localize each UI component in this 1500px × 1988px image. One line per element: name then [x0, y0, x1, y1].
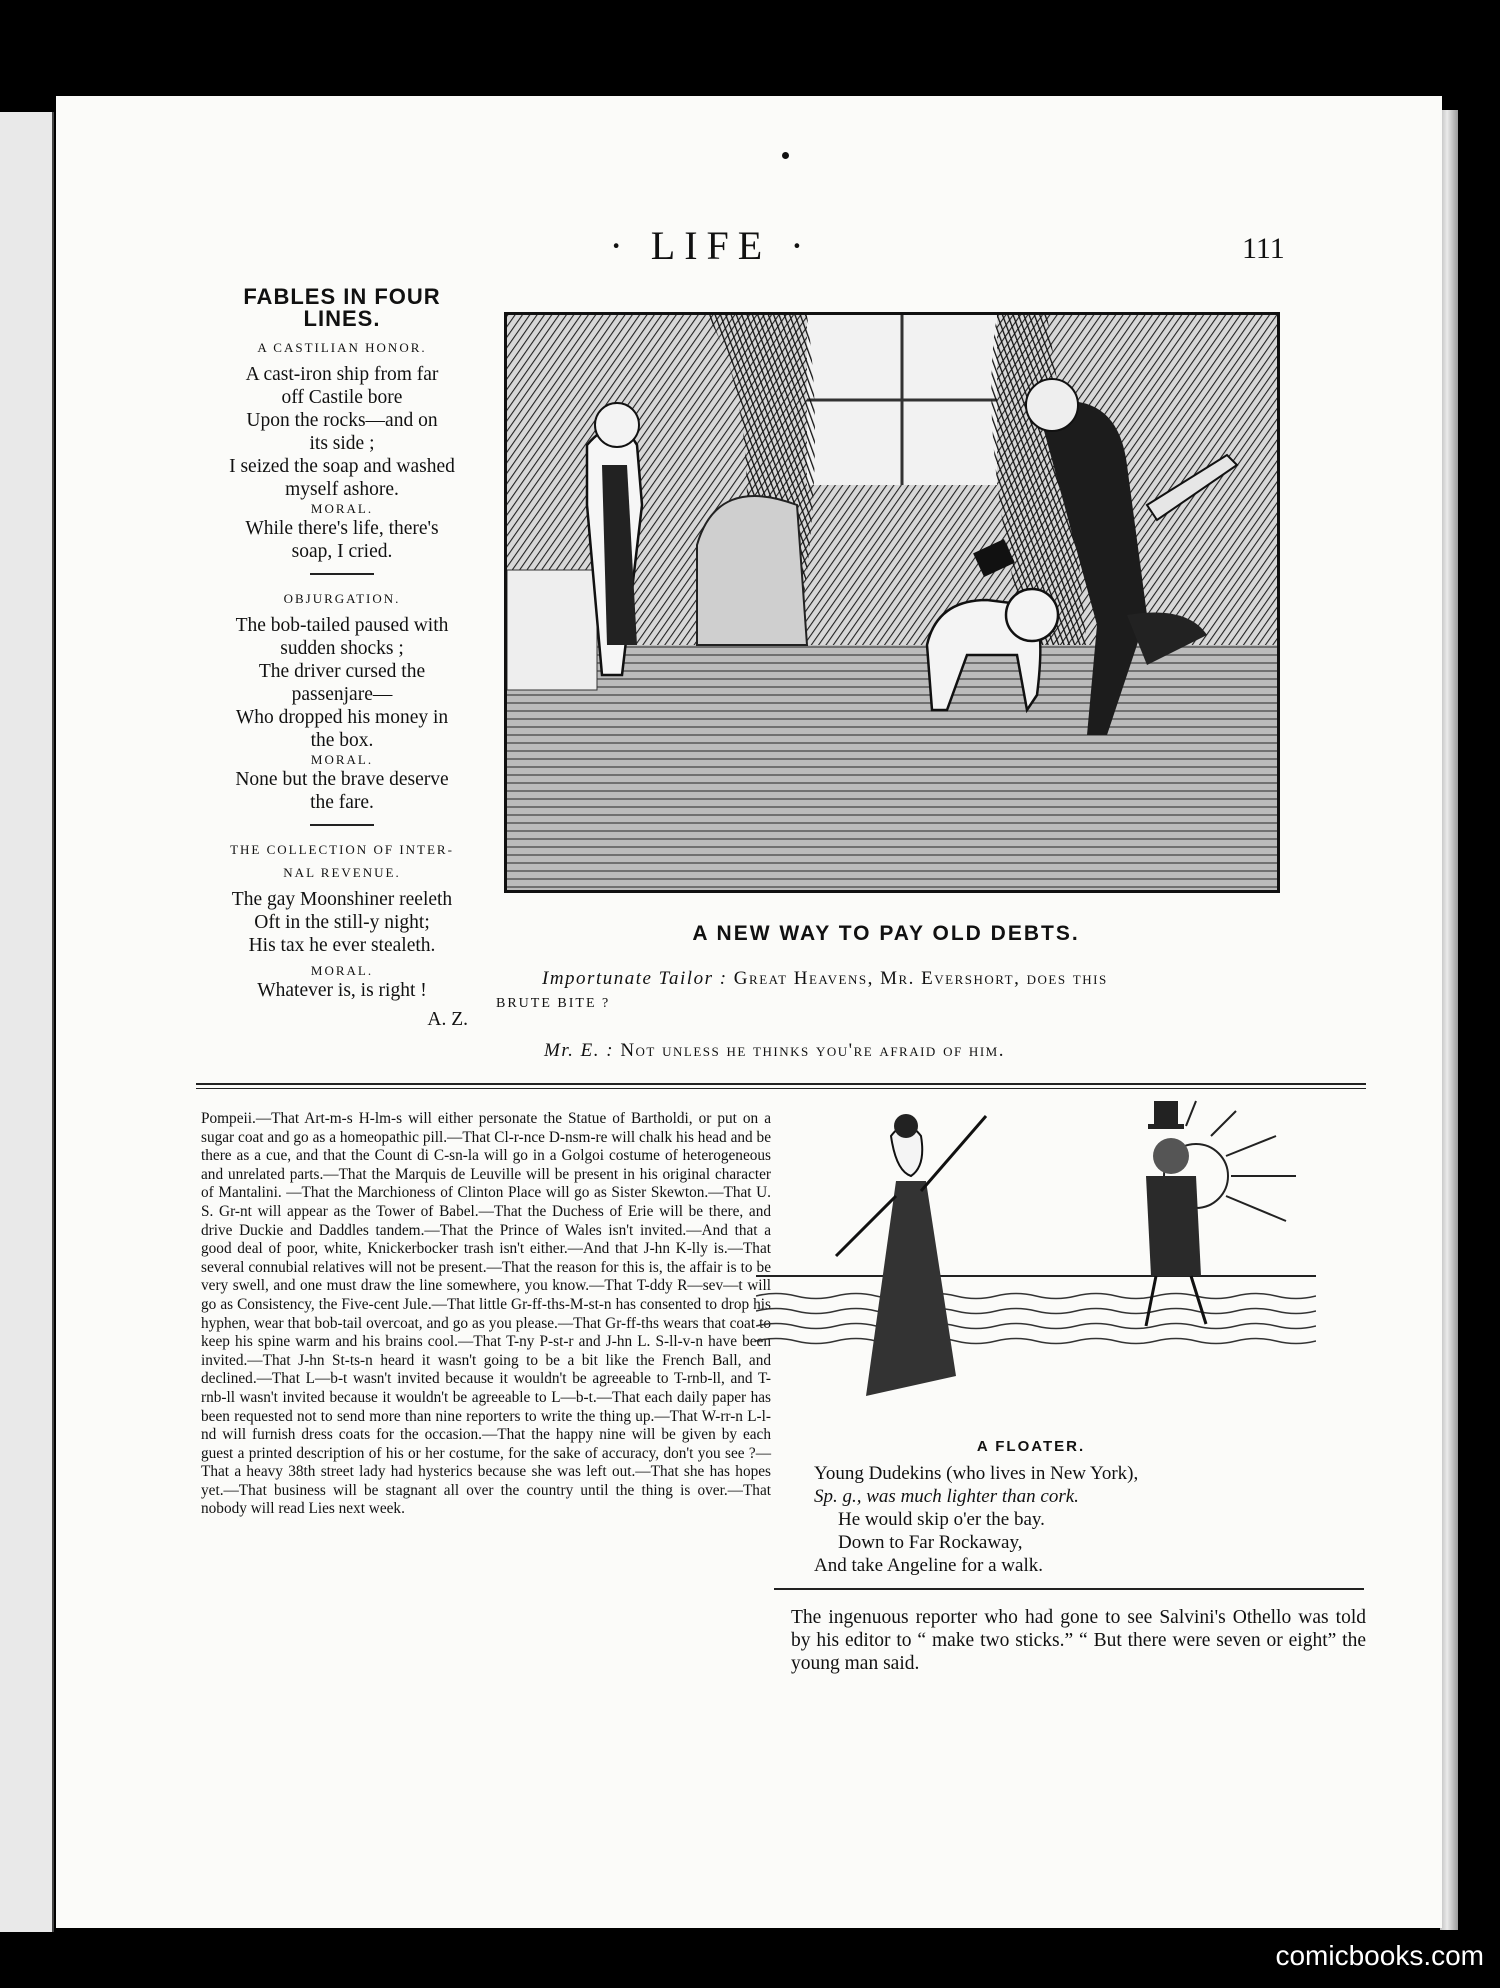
- fable1-moral: soap, I cried.: [291, 541, 393, 562]
- floater-drawing: [756, 1096, 1316, 1426]
- masthead: · LIFE ·: [609, 223, 813, 268]
- fable2-moral-label: MORAL.: [310, 752, 374, 767]
- fable1-moral-label: MORAL.: [310, 501, 374, 516]
- verse-line: And take Angeline for a walk.: [814, 1555, 1043, 1576]
- page-stack-edge: [1440, 110, 1458, 1930]
- fable1-line: Upon the rocks—and on: [246, 410, 438, 431]
- verse-line: Sp. g., was much lighter than cork.: [814, 1486, 1079, 1507]
- fables-title: FABLES IN FOUR LINES.: [243, 284, 441, 331]
- signature: A. Z.: [427, 1009, 468, 1030]
- cartoon-title: A NEW WAY TO PAY OLD DEBTS.: [692, 922, 1080, 945]
- divider: [310, 824, 374, 826]
- speaker-mr-e: Mr. E. :: [544, 1040, 615, 1061]
- fable1-moral: While there's life, there's: [245, 518, 439, 539]
- fable3-moral-label: MORAL.: [310, 963, 374, 978]
- ink-dot: [782, 152, 789, 159]
- fable3-line: The gay Moonshiner reeleth: [231, 889, 453, 910]
- fable3-line: Oft in the still-y night;: [254, 912, 430, 933]
- fable1-line: off Castile bore: [281, 387, 403, 408]
- fable2-line: passenjare—: [291, 684, 393, 705]
- cartoon-caption-line2: [544, 1040, 1005, 1062]
- tailor-and-dog-drawing: [507, 315, 1277, 890]
- fable3-subtitle: NAL REVENUE.: [283, 865, 401, 880]
- mr-e-dialogue: Not unless he thinks you're afraid of him.: [620, 1040, 1005, 1061]
- tailor-dialogue-cont: BRUTE BITE ?: [496, 996, 611, 1011]
- floater-verse: [814, 1462, 1334, 1577]
- fable2-line: The bob-tailed paused with: [235, 615, 449, 636]
- fable1-subtitle: A CASTILIAN HONOR.: [257, 340, 427, 355]
- society-gossip-column: [201, 1110, 771, 1519]
- magazine-page: [56, 96, 1442, 1928]
- fable1-line: its side ;: [309, 433, 375, 454]
- page-number: 111: [1242, 232, 1285, 265]
- fable1-line: myself ashore.: [285, 479, 399, 500]
- floater-title: A FLOATER.: [976, 1438, 1086, 1455]
- fable2-subtitle: OBJURGATION.: [283, 591, 401, 606]
- facing-page-edge: [0, 112, 54, 1932]
- fable3-moral: Whatever is, is right !: [257, 980, 427, 1001]
- fable2-line: The driver cursed the: [258, 661, 426, 682]
- fable2-moral: None but the brave deserve: [235, 769, 449, 790]
- verse-line: Young Dudekins (who lives in New York),: [814, 1463, 1139, 1484]
- verse-line: He would skip o'er the bay.: [838, 1509, 1045, 1530]
- cartoon-caption-line1: [496, 968, 1316, 990]
- fable2-line: sudden shocks ;: [280, 638, 404, 659]
- gossip-text: Pompeii.—That Art-m-s H-lm-s will either personate the Statue of Bartholdi, or put on a sugar coat and go as a homeopathic pill.—That Cl-r-nce D-nsm-re will chalk his head and be there as a cue, and that the Count di C-sn-la will go in a Golgoi costume of heterogeneous and unrelated parts.—That the Marquis de Leuville will be present in his original character of Mantalini. —That the Marchioness of Clinton Place will go as Sister Skewton.—That U. S. Gr-nt will appear as the Tower of Babel.—That the Duchess of Erie will be there, and drive Duckie and Daddles tandem.—That the Prince of Wales isn't invited.—And that a good deal of poor, white, Knickerbocker trash isn't either.—And that J-hn K-lly is.—That several connubial relatives will not be present.—That the reason for this is, the affair is to be very swell, and one must draw the line somewhere, you know.—That T-ddy R—sev—t will go as Consistency, the Five-cent Jule.—That little Gr-ff-ths-M-st-n has consented to drop his hyphen, wear that bob-tail overcoat, and go as you please.—That Gr-ff-ths wears that coat to keep his spine warm and his brains cool.—That T-ny P-st-r and J-hn L. S-ll-v-n have been invited.—That J-hn St-ts-n heard it wasn't going to be a bit like the French Ball, and declined.—That L—b-t wasn't invited because it wouldn't be agreeable to T-rnb-ll, and T-rnb-ll wasn't invited because it wouldn't be agreeable to L—b-t.—That each daily paper has been requested not to send more than nine reporters to write the thing up.—That W-rr-n L-l-nd will furnish dress coats for the occasion.—That the happy nine will be given by each guest a printed description of his or her costume, for the sake of accuracy, don't you see ?—That a heavy 38th street lady had hysterics because she was left out.—That she has hopes yet.—That business will be stagnant all over the country until the thing is over.—That nobody will read Lies next week.: [201, 1110, 771, 1518]
- fables-column: [192, 286, 492, 1031]
- fable3-line: His tax he ever stealeth.: [248, 935, 436, 956]
- floater-illustration: [756, 1096, 1316, 1426]
- divider: [774, 1588, 1364, 1590]
- verse-line: Down to Far Rockaway,: [838, 1532, 1023, 1553]
- anecdote-text: The ingenuous reporter who had gone to see Salvini's Othello was told by his editor to “ make two sticks.” “ But there were seven or eight” the young man said.: [791, 1607, 1366, 1674]
- salvini-anecdote: [791, 1606, 1366, 1675]
- cartoon-illustration: [504, 312, 1280, 893]
- fable1-line: A cast-iron ship from far: [245, 364, 439, 385]
- fable1-line: I seized the soap and washed: [229, 456, 455, 477]
- section-divider: [196, 1083, 1366, 1089]
- tailor-dialogue: Great Heavens, Mr. Evershort, does this: [733, 968, 1108, 989]
- fable2-line: the box.: [310, 730, 374, 751]
- divider: [310, 573, 374, 575]
- watermark: comicbooks.com: [1275, 1940, 1484, 1971]
- fable2-line: Who dropped his money in: [235, 707, 449, 728]
- fable2-moral: the fare.: [310, 792, 374, 813]
- speaker-tailor: Importunate Tailor :: [542, 968, 728, 989]
- fable3-subtitle: THE COLLECTION OF INTER-: [230, 842, 454, 857]
